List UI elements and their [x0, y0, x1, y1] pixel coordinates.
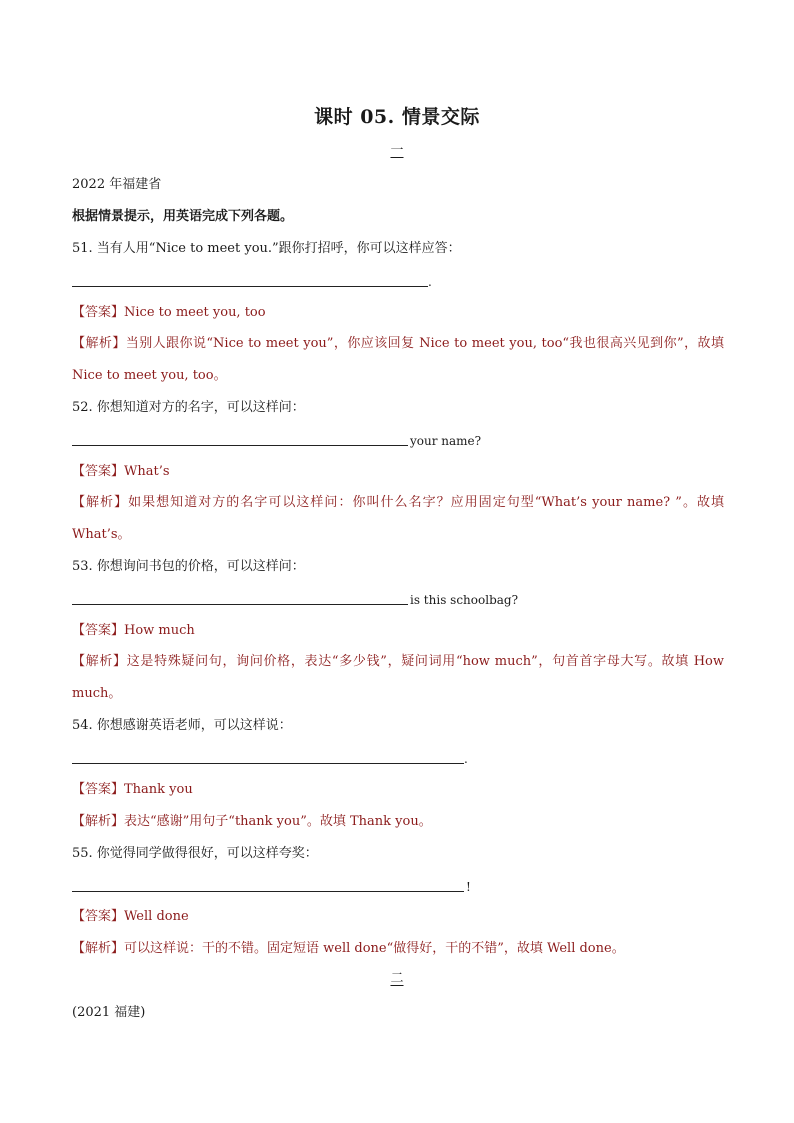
answer-text: 【答案】Thank you	[72, 782, 193, 797]
answer-text: 【答案】Well done	[72, 909, 189, 924]
answer-blank: .	[72, 272, 472, 292]
page-title: 课时 05. 情景交际	[314, 106, 480, 128]
answer-blank: .	[72, 749, 472, 769]
analysis-text: 【解析】如果想知道对方的名字可以这样问：你叫什么名字？应用固定句型“What’s your name? ”。故填 What’s。	[72, 495, 724, 542]
source-label: (2021 福建)	[72, 1005, 146, 1020]
answer-text: 【答案】Nice to meet you, too	[72, 305, 266, 320]
answer-blank: !	[72, 877, 472, 897]
question-prompt: 54. 你想感谢英语老师，可以这样说：	[72, 718, 292, 733]
answer-blank: your name?	[72, 431, 492, 451]
section-one-mark: 一	[390, 143, 404, 158]
question-prompt: 51. 当有人用“Nice to meet you.”跟你打招呼，你可以这样应答：	[72, 241, 461, 256]
instruction-text: 根据情景提示，用英语完成下列各题。	[72, 209, 294, 224]
analysis-text: 【解析】当别人跟你说“Nice to meet you”，你应该回复 Nice to meet you, too“我也很高兴见到你”，故填 Nice to meet you, too。	[72, 336, 724, 383]
question-prompt: 55. 你觉得同学做得很好，可以这样夸奖：	[72, 846, 318, 861]
section-two-mark: 二	[390, 971, 404, 986]
analysis-text: 【解析】这是特殊疑问句，询问价格，表达“多少钱”，疑问词用“how much”，句首首字母大写。故填 How much。	[72, 654, 724, 701]
answer-text: 【答案】How much	[72, 623, 195, 638]
analysis-text: 【解析】表达“感谢”用句子“thank you”。故填 Thank you。	[72, 814, 432, 829]
question-prompt: 52. 你想知道对方的名字，可以这样问：	[72, 400, 305, 415]
source-label: 2022 年福建省	[72, 177, 162, 192]
question-prompt: 53. 你想询问书包的价格，可以这样问：	[72, 559, 305, 574]
answer-text: 【答案】What’s	[72, 464, 170, 479]
analysis-text: 【解析】可以这样说：干的不错。固定短语 well done“做得好，干的不错”，故填 Well done。	[72, 941, 625, 956]
answer-blank: is this schoolbag?	[72, 590, 532, 610]
